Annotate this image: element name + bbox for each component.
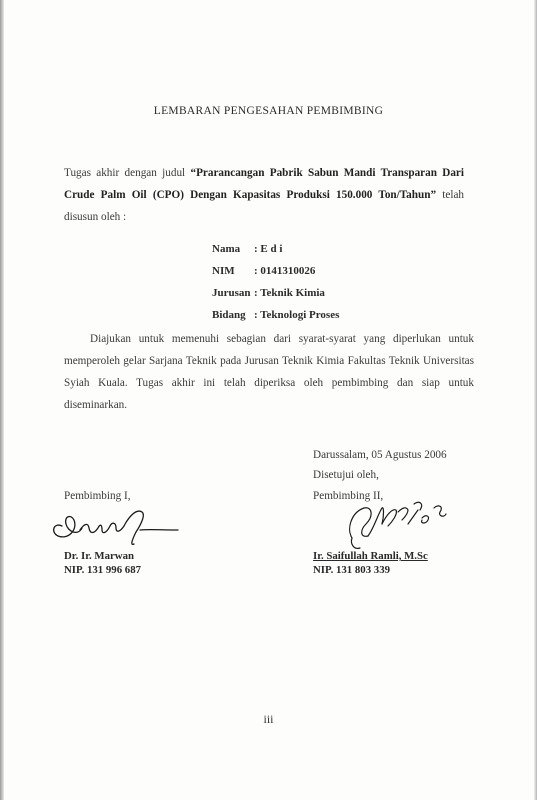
student-major-label: Jurusan [212,287,251,299]
advisor1-role: Pembimbing I, [64,490,131,502]
advisor2-name: Ir. Saifullah Ramli, M.Sc [313,550,428,562]
intro-lead: Tugas akhir dengan judul [64,167,186,179]
student-field-value: : Teknologi Proses [254,309,340,321]
thesis-title: “Prarancangan Pabrik Sabun Mandi Transparan Dari Crude Palm Oil (CPO) Dengan Kapasitas Produksi 150.000 Ton/Tahun” [64,167,464,201]
place-date: Darussalam, 05 Agustus 2006 [313,449,447,461]
student-field-row [212,304,339,326]
student-major-row [212,282,339,304]
student-major-value: : Teknik Kimia [254,287,325,299]
student-info [212,238,339,326]
advisor1-name: Dr. Ir. Marwan [64,550,134,562]
advisor2-role: Pembimbing II, [313,490,384,502]
student-name-row [212,238,339,260]
student-nim-value: : 0141310026 [254,265,316,277]
submission-paragraph [64,328,474,416]
page-number: iii [263,712,274,726]
student-field-label: Bidang [212,309,246,321]
scan-edge-left [0,0,4,800]
advisor1-nip: NIP. 131 996 687 [64,564,141,576]
page-title: LEMBARAN PENGESAHAN PEMBIMBING [153,105,384,117]
student-nim-row [212,260,339,282]
approved-by-label: Disetujui oleh, [313,469,379,481]
student-name-value: : E d i [254,243,283,255]
intro-tail: telah disusun oleh : [64,189,465,223]
advisor1-signature [44,500,194,550]
intro-paragraph [64,162,464,228]
student-name-label: Nama [212,243,241,255]
student-nim-label: NIM [212,265,235,277]
submission-text: Diajukan untuk memenuhi sebagian dari syarat-syarat yang diperlukan untuk memperoleh gelar Sarjana Teknik pada Jurusan Teknik Kimia Fakultas Teknik Universitas Syiah Kuala. Tugas akhir ini telah diperiksa oleh pembimbing dan siap untuk diseminarkan. [64,333,474,411]
advisor2-nip: NIP. 131 803 339 [313,564,390,576]
advisor2-signature [338,494,458,554]
